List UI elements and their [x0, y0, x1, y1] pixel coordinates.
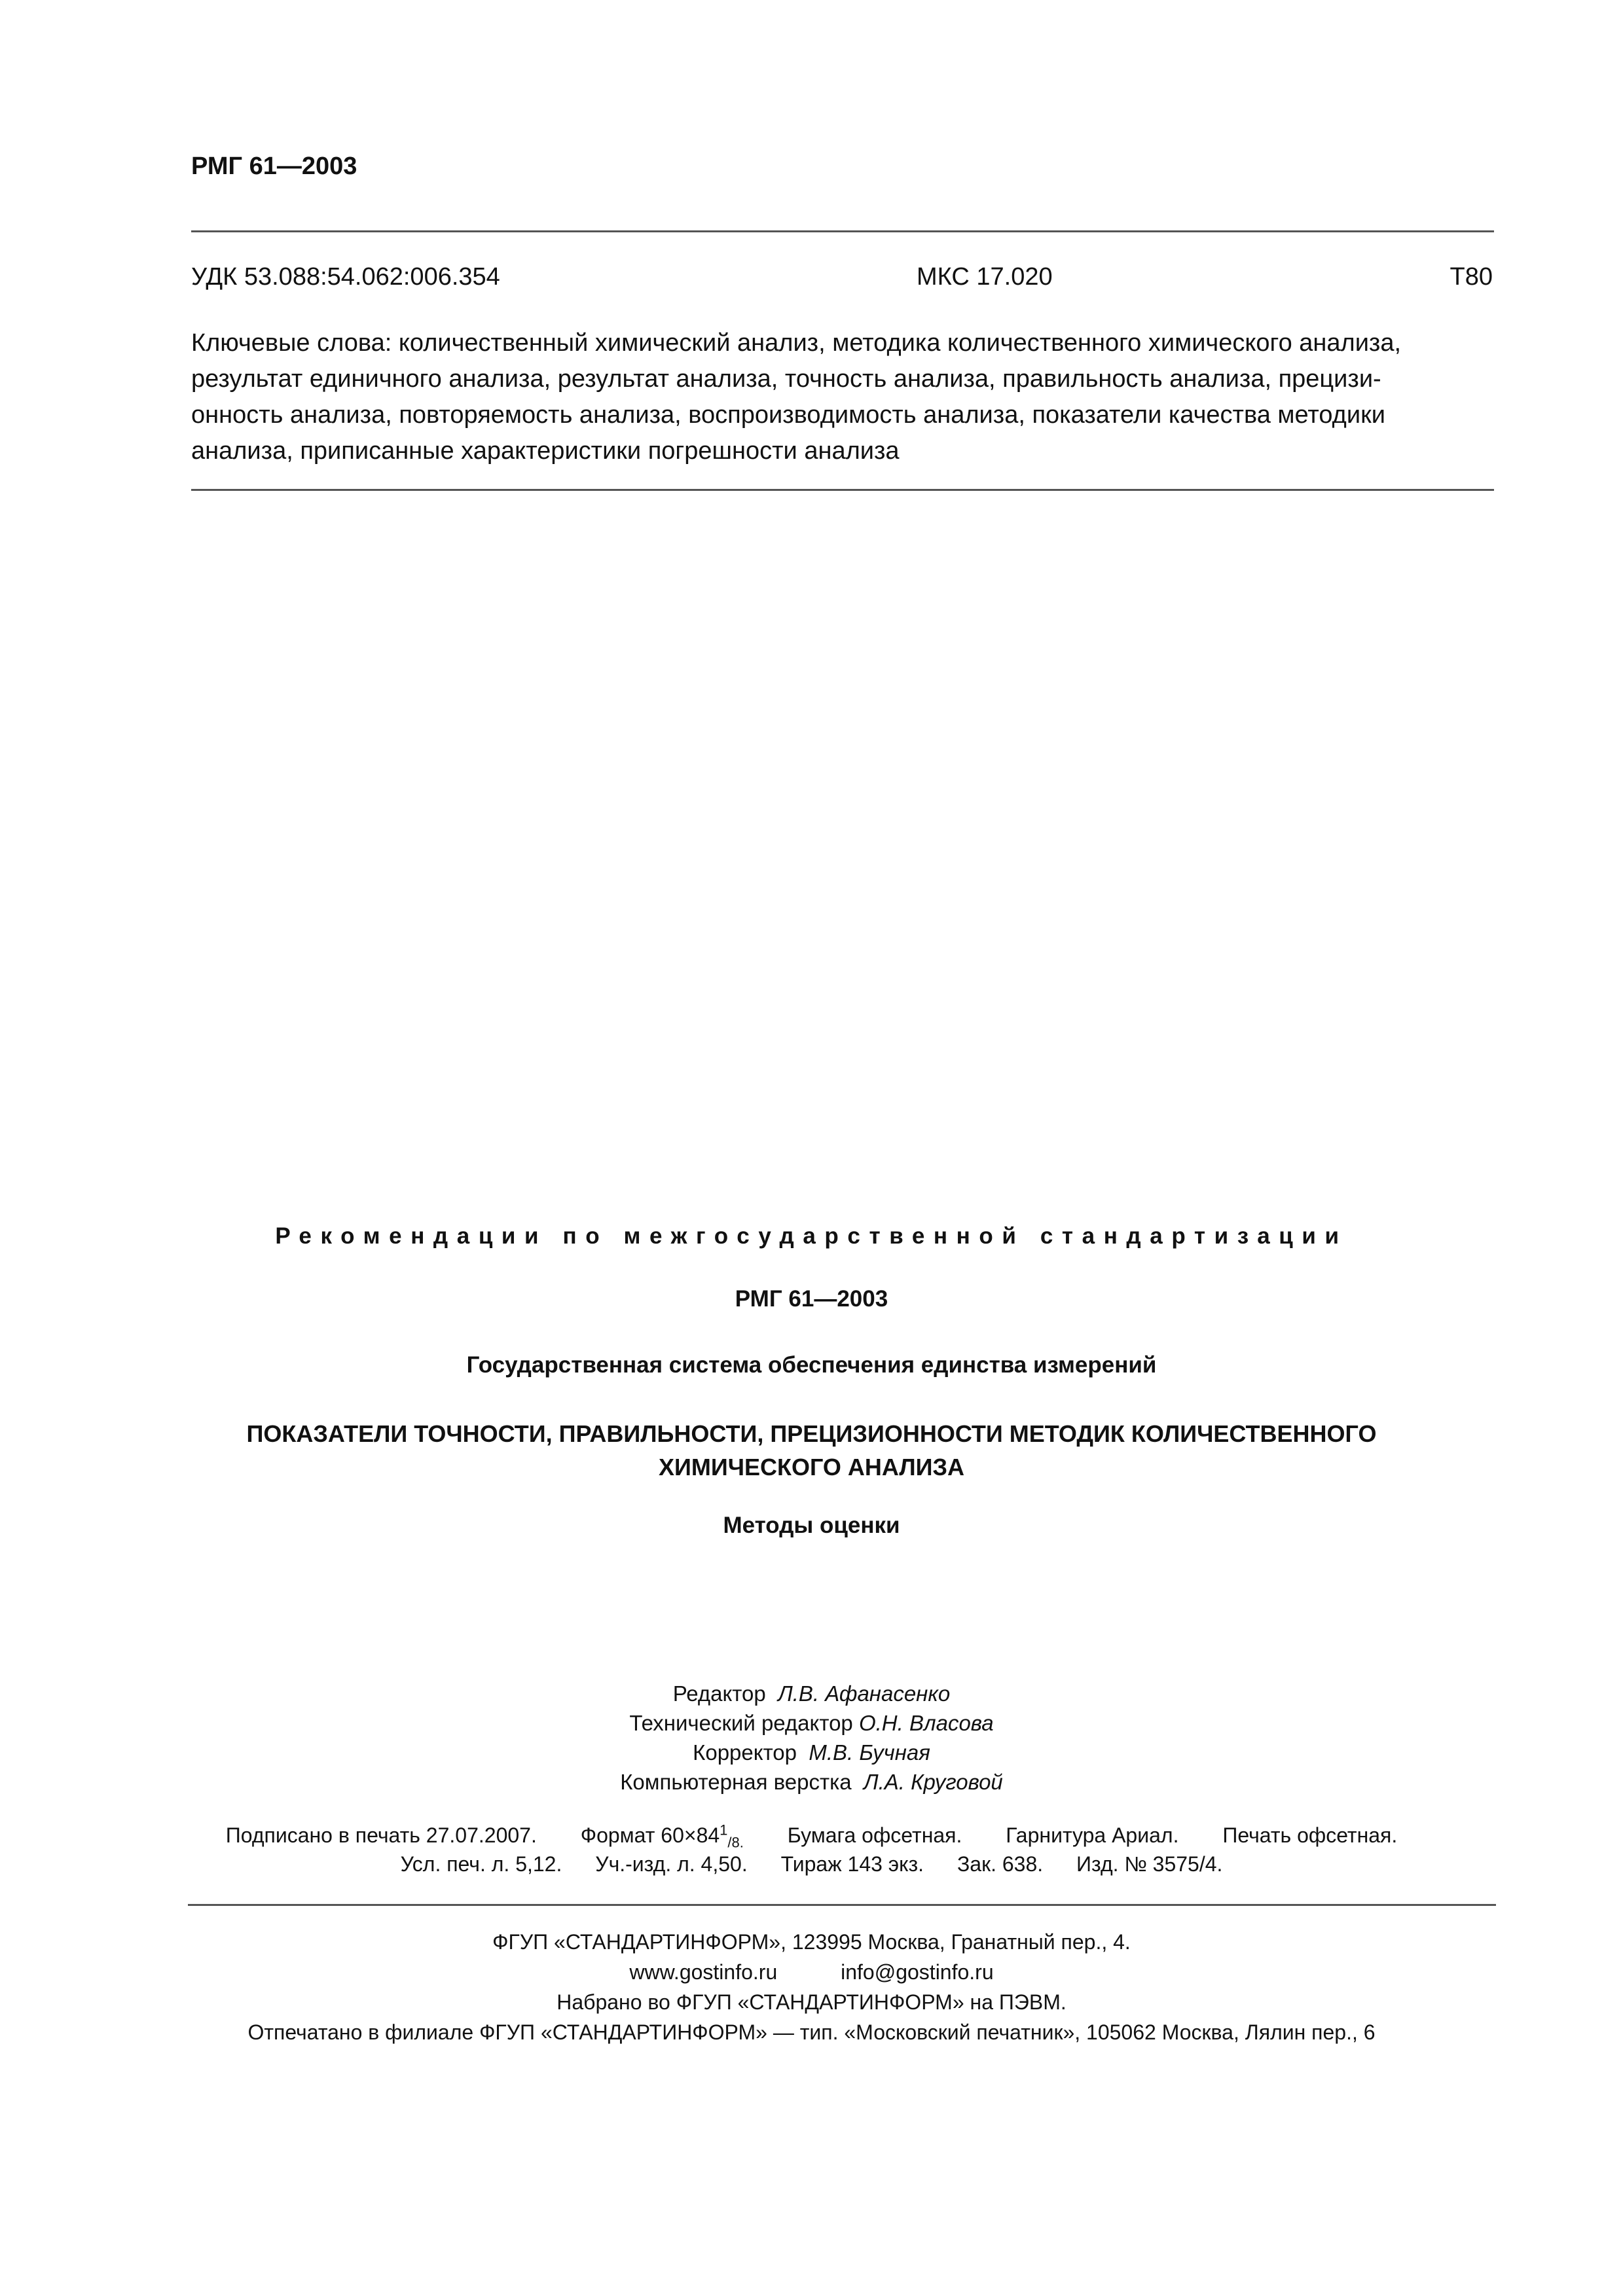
- publisher-email: info@gostinfo.ru: [841, 1960, 994, 1984]
- title-line: ХИМИЧЕСКОГО АНАЛИЗА: [658, 1454, 965, 1480]
- keywords-line: Ключевые слова: количественный химический анализ, методика количественного химического анализа,: [191, 329, 1402, 357]
- format-prefix: Формат 60×84: [580, 1823, 720, 1847]
- publisher-block: [0, 1927, 1623, 2047]
- imprint-line: [0, 1850, 1623, 1878]
- series-heading: Рекомендации по межгосударственной стандартизации: [275, 1223, 1348, 1249]
- layout-line: [0, 1767, 1623, 1797]
- editor-name: Л.В. Афанасенко: [778, 1681, 951, 1706]
- tech-editor-name: О.Н. Власова: [858, 1711, 994, 1735]
- classification-row: [191, 263, 1493, 296]
- editor-label: Редактор: [672, 1681, 766, 1706]
- printed-note: Отпечатано в филиале ФГУП «СТАНДАРТИНФОРМ» — тип. «Московский печатник», 105062 Москва, Лялин пер., 6: [247, 2020, 1376, 2044]
- typeset-note: Набрано во ФГУП «СТАНДАРТИНФОРМ» на ПЭВМ.: [556, 1990, 1067, 2014]
- keywords-paragraph: [191, 325, 1494, 469]
- document-code-header: РМГ 61—2003: [191, 152, 357, 180]
- okstu-code: Т80: [1450, 263, 1493, 291]
- format-sub: /8.: [727, 1834, 744, 1851]
- document-title: [0, 1417, 1623, 1484]
- credits-block: [0, 1679, 1623, 1797]
- tech-editor-line: [0, 1708, 1623, 1738]
- proofreader-label: Корректор: [693, 1740, 797, 1765]
- document-code: РМГ 61—2003: [735, 1286, 888, 1312]
- order-number: Зак. 638.: [957, 1852, 1044, 1876]
- document-subtitle: Методы оценки: [723, 1513, 900, 1538]
- print-method: Печать офсетная.: [1222, 1823, 1398, 1847]
- print-sheets: Усл. печ. л. 5,12.: [400, 1852, 562, 1876]
- proofreader-line: [0, 1738, 1623, 1767]
- keywords-line: анализа, приписанные характеристики погрешности анализа: [191, 437, 900, 465]
- imprint-divider: [188, 1904, 1496, 1906]
- top-divider: [191, 230, 1494, 232]
- edition-number: Изд. № 3575/4.: [1076, 1852, 1223, 1876]
- title-line: ПОКАЗАТЕЛИ ТОЧНОСТИ, ПРАВИЛЬНОСТИ, ПРЕЦИЗИОННОСТИ МЕТОДИК КОЛИЧЕСТВЕННОГО: [246, 1420, 1377, 1447]
- keywords-line: онность анализа, повторяемость анализа, воспроизводимость анализа, показатели качества методики: [191, 401, 1385, 429]
- system-heading: Государственная система обеспечения единства измерений: [466, 1352, 1157, 1378]
- tech-editor-label: Технический редактор: [629, 1711, 853, 1735]
- keywords-line: результат единичного анализа, результат анализа, точность анализа, правильность анализа, прецизи-: [191, 365, 1381, 393]
- layout-name: Л.А. Круговой: [863, 1770, 1003, 1794]
- publisher-contacts: [0, 1957, 1623, 1987]
- imprint-line: [0, 1821, 1623, 1850]
- pub-sheets: Уч.-изд. л. 4,50.: [595, 1852, 748, 1876]
- editor-line: [0, 1679, 1623, 1708]
- signed-date: Подписано в печать 27.07.2007.: [225, 1823, 537, 1847]
- print-run: Тираж 143 экз.: [780, 1852, 924, 1876]
- udk-code: УДК 53.088:54.062:006.354: [191, 263, 500, 291]
- proofreader-name: М.В. Бучная: [809, 1740, 930, 1765]
- publisher-address: ФГУП «СТАНДАРТИНФОРМ», 123995 Москва, Гранатный пер., 4.: [492, 1930, 1131, 1954]
- layout-label: Компьютерная верстка: [620, 1770, 852, 1794]
- keywords-divider: [191, 489, 1494, 491]
- imprint-block: [0, 1821, 1623, 1878]
- typeface: Гарнитура Ариал.: [1006, 1823, 1179, 1847]
- format-sup: 1: [720, 1821, 728, 1839]
- mks-code: МКС 17.020: [917, 263, 1053, 291]
- paper-type: Бумага офсетная.: [787, 1823, 962, 1847]
- publisher-website: www.gostinfo.ru: [629, 1960, 778, 1984]
- paper-format: [580, 1821, 744, 1851]
